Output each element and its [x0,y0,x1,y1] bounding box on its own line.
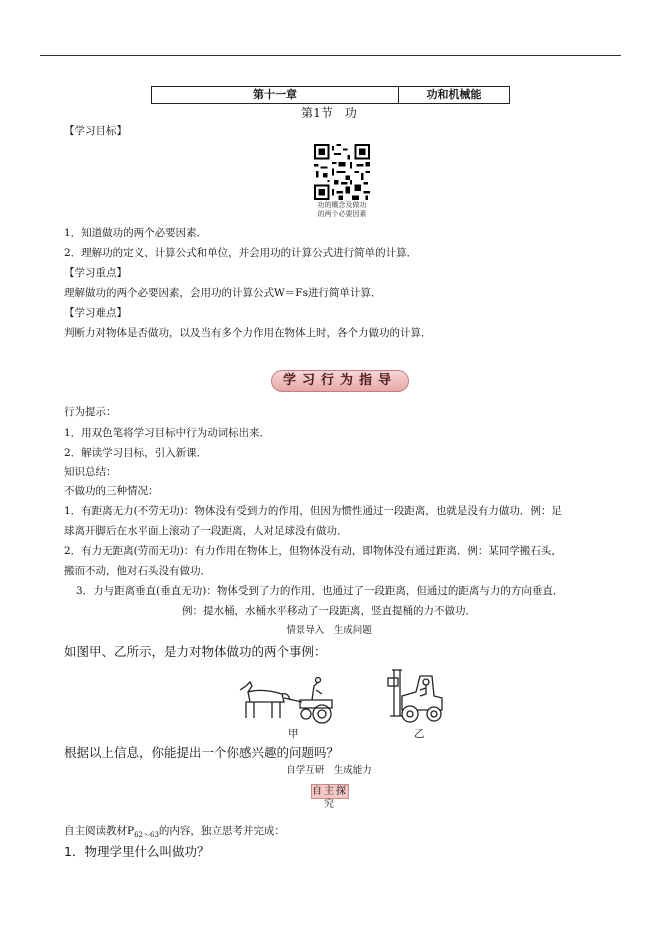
qr-caption [300,201,384,219]
reading-instruction-tail: 的内容，独立思考并完成： [158,825,285,837]
key-points-text: 理解做功的两个必要因素，会用功的计算公式W＝Fs进行简单计算． [64,287,382,299]
reading-instruction [64,824,285,842]
reading-pages: 62～63 [134,831,159,840]
goals-heading: 【学习目标】 [64,125,127,137]
self-study-subhead: 自学互研 生成能力 [286,765,372,776]
case-2-line-1: 2．有力无距离(劳而无功)：有力作用在物体上，但物体没有动，即物体没有通过距离．例：某同学搬石头， [64,545,562,557]
difficulties-text: 判断力对物体是否做功，以及当有多个力作用在物体上时，各个力做功的计算． [64,327,432,339]
qr-caption-line1: 功的概念及做功 [317,201,367,209]
qr-code-icon[interactable] [314,144,370,200]
case-1-line-1: 1．有距离无力(不劳无功)：物体没有受到力的作用，但因为惯性通过一段距离，也就是没有力做功．例：足 [64,505,562,517]
cases-label: 不做功的三种情况： [64,485,159,497]
figure-a-label: 甲 [288,728,299,740]
goal-item-1: 1．知道做功的两个必要因素． [64,227,208,239]
intro-prompt: 如图甲、乙所示，是力对物体做功的两个事例： [64,644,327,659]
chapter-number: 第十一章 [253,88,297,101]
top-rule [40,55,621,56]
hint-item-1: 1．用双色笔将学习目标中行为动词标出来． [64,427,271,439]
self-study-tag: 自主探究 [312,786,348,810]
summary-label: 知识总结： [64,466,117,478]
case-2-line-2: 搬而不动，他对石头没有做功． [64,565,211,577]
reading-instruction-text: 自主阅读教材P [64,825,135,837]
difficulties-heading: 【学习难点】 [64,307,127,319]
horse-cart-illustration [232,672,344,728]
section-title: 第1节 功 [301,106,357,120]
chapter-topic: 功和机械能 [398,87,509,103]
hint-item-2: 2．解读学习目标，引入新课． [64,447,208,459]
intro-question: 根据以上信息，你能提出一个你感兴趣的问题吗？ [64,745,340,760]
goal-item-2: 2．理解功的定义、计算公式和单位，并会用功的计算公式进行简单的计算． [64,247,418,259]
forklift-illustration [386,666,450,728]
section-banner: 学习行为指导 [271,370,409,392]
hint-label: 行为提示： [64,406,117,418]
chapter-header-box [151,86,510,104]
intro-subhead: 情景导入 生成问题 [286,625,372,636]
case-3-line-1: 3．力与距离垂直(垂直无功)：物体受到了力的作用，也通过了一段距离，但通过的距离与力的方向垂直． [76,585,564,597]
figure-b-label: 乙 [414,728,425,740]
case-3-line-2: 例：提水桶，水桶水平移动了一段距离，竖直提桶的力不做功． [182,605,476,617]
qr-caption-line2: 的两个必要因素 [317,210,367,218]
key-points-heading: 【学习重点】 [64,267,127,279]
case-1-line-2: 球离开脚后在水平面上滚动了一段距离，人对足球没有做功． [64,525,348,537]
question-1: 1．物理学里什么叫做功？ [64,844,210,859]
